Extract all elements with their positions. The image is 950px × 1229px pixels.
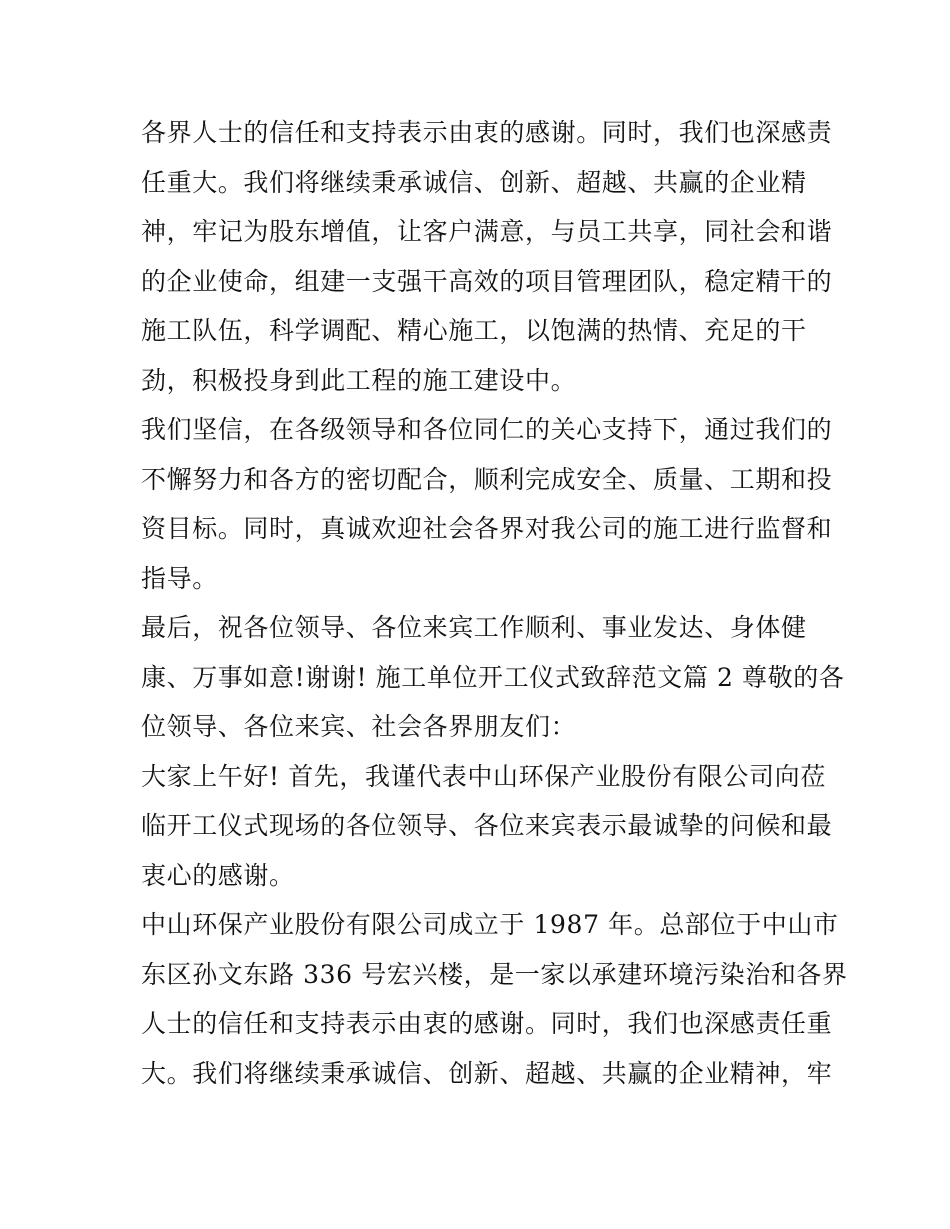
text-line: 劲，积极投身到此工程的施工建设中。 (141, 365, 577, 395)
text-line: 指导。 (141, 563, 218, 593)
text-line: 康、万事如意!谢谢! 施工单位开工仪式致辞范文篇 2 尊敬的各 (141, 662, 845, 692)
text-line: 大家上午好! 首先，我谨代表中山环保产业股份有限公司向莅 (141, 761, 826, 791)
text-line: 人士的信任和支持表示由衷的感谢。同时，我们也深感责任重 (141, 1009, 833, 1038)
text-line: 中山环保产业股份有限公司成立于 1987 年。总部位于中山市 (141, 910, 839, 939)
text-line: 的企业使命，组建一支强干高效的项目管理团队，稳定精干的 (141, 266, 833, 296)
document-body (141, 108, 848, 1098)
text-line: 各界人士的信任和支持表示由衷的感谢。同时，我们也深感责 (141, 118, 833, 147)
text-line: 施工队伍，科学调配、精心施工，以饱满的热情、充足的干 (141, 316, 807, 345)
text-line: 临开工仪式现场的各位领导、各位来宾表示最诚挚的问候和最 (141, 811, 833, 840)
text-line: 大。我们将继续秉承诚信、创新、超越、共赢的企业精神，牢 (141, 1058, 833, 1088)
text-line: 衷心的感谢。 (141, 860, 295, 890)
text-line: 我们坚信，在各级领导和各位同仁的关心支持下，通过我们的 (141, 415, 833, 444)
text-line: 不懈努力和各方的密切配合，顺利完成安全、质量、工期和投 (141, 464, 833, 494)
text-line: 位领导、各位来宾、社会各界朋友们： (141, 712, 577, 741)
text-line: 资目标。同时，真诚欢迎社会各界对我公司的施工进行监督和 (141, 514, 833, 543)
text-line: 任重大。我们将继续秉承诚信、创新、超越、共赢的企业精 (141, 167, 807, 197)
text-line: 东区孙文东路 336 号宏兴楼，是一家以承建环境污染治和各界 (141, 959, 848, 989)
text-line: 最后，祝各位领导、各位来宾工作顺利、事业发达、身体健 (141, 613, 807, 642)
text-line: 神，牢记为股东增值，让客户满意，与员工共享，同社会和谐 (141, 217, 833, 246)
